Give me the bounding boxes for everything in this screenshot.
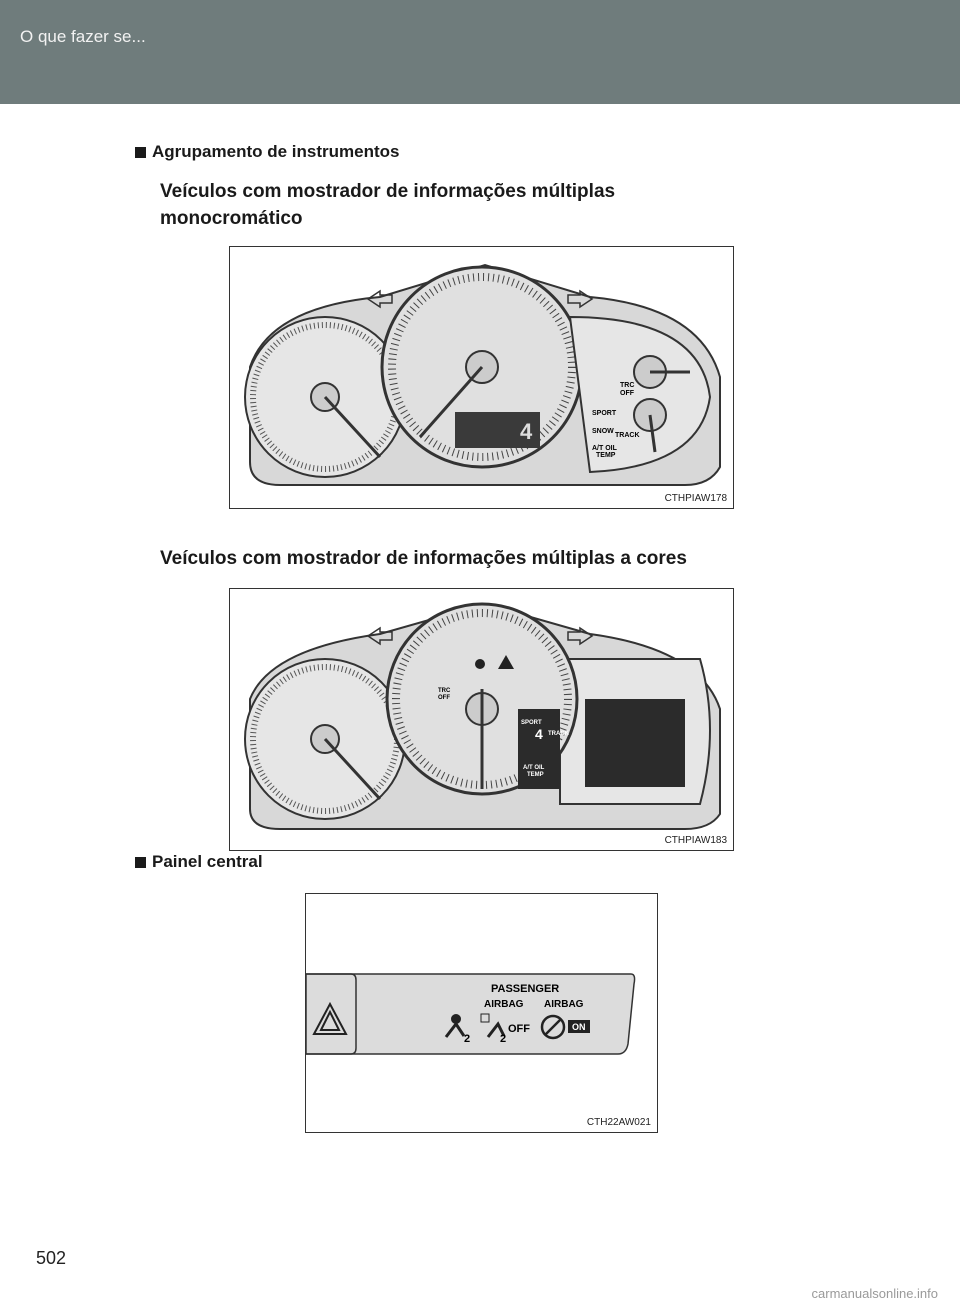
center-panel-illustration xyxy=(306,894,657,1132)
mono-track-label: TRACK xyxy=(615,432,640,439)
subheading-mono-line1: Veículos com mostrador de informações múltiplas xyxy=(160,181,616,202)
color-temp-label: TEMP xyxy=(527,772,544,778)
subheading-mono-line2: monocromático xyxy=(160,208,303,229)
airbag-on-label: AIRBAG xyxy=(544,999,584,1010)
section-heading-instrument-cluster xyxy=(135,142,399,162)
figure-center-panel xyxy=(305,893,658,1133)
section-heading-center-panel xyxy=(135,852,263,872)
mono-cluster-illustration xyxy=(230,247,733,508)
bullet-square-icon xyxy=(135,857,146,868)
figure-code-color: CTHPIAW183 xyxy=(664,835,727,846)
seatbelt-count-2: 2 xyxy=(500,1033,507,1045)
bullet-square-icon xyxy=(135,147,146,158)
passenger-label: PASSENGER xyxy=(491,983,560,995)
section-heading-text: Agrupamento de instrumentos xyxy=(152,142,400,161)
page-header-title: O que fazer se... xyxy=(20,27,146,46)
mono-trc-label: TRC xyxy=(620,382,635,389)
mono-atoil-label: A/T OIL xyxy=(592,445,617,452)
mono-trc-off-label: OFF xyxy=(620,390,634,397)
airbag-off-label: AIRBAG xyxy=(484,999,524,1010)
color-trc-off-label: OFF xyxy=(438,695,450,701)
figure-color-cluster xyxy=(229,588,734,851)
figure-mono-cluster xyxy=(229,246,734,509)
mono-gear-indicator: 4 xyxy=(520,419,533,444)
airbag-off-indicator: OFF xyxy=(508,1023,530,1035)
figure-code-mono: CTHPIAW178 xyxy=(664,493,727,504)
color-track-label: TRACK xyxy=(548,731,569,737)
color-gear-indicator: 4 xyxy=(535,726,543,742)
color-sport-label: SPORT xyxy=(521,720,542,726)
watermark: carmanualsonline.info xyxy=(811,1286,938,1301)
airbag-on-indicator: ON xyxy=(572,1022,586,1032)
header-bar xyxy=(0,0,960,104)
mono-temp-label: TEMP xyxy=(596,452,616,459)
color-atoil-label: A/T OIL xyxy=(523,765,545,771)
figure-code-center-panel: CTH22AW021 xyxy=(586,1117,651,1128)
subheading-color: Veículos com mostrador de informações múltiplas a cores xyxy=(160,548,687,569)
mono-sport-label: SPORT xyxy=(592,410,617,417)
seatbelt-count-1: 2 xyxy=(464,1033,471,1045)
subheading-mono xyxy=(160,178,615,232)
mono-snow-label: SNOW xyxy=(592,428,614,435)
section-heading-text: Painel central xyxy=(152,852,263,871)
page-number: 502 xyxy=(36,1248,67,1268)
color-cluster-illustration xyxy=(230,589,733,850)
color-trc-label: TRC xyxy=(438,688,451,694)
